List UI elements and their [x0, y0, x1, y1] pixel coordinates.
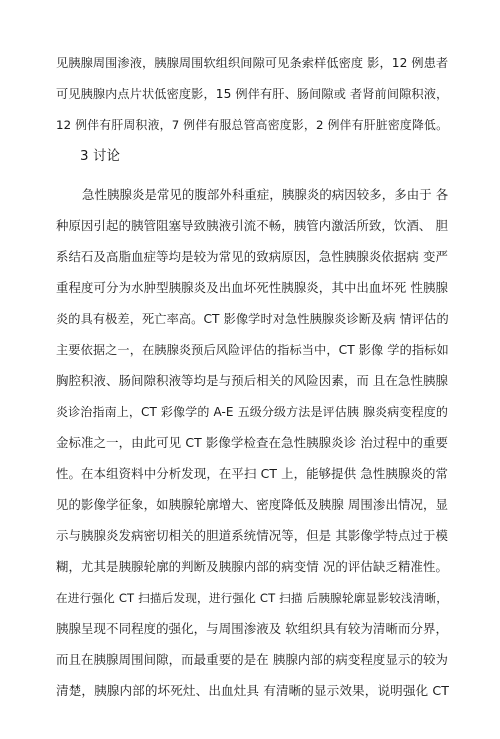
text-line: 金标准之一，由此可见 CT 影像学检查在急性胰腺炎诊 治过程中的重要	[56, 435, 448, 450]
text-line: 性。在本组资料中分析发现，在平扫 CT 上，能够提供 急性胰腺炎的常	[56, 466, 448, 481]
text-line: 而且在胰腺周围间隙，而最重要的是在 胰腺内部的病变程度显示的较为	[56, 652, 448, 667]
text-line: 清楚，胰腺内部的坏死灶、出血灶具 有清晰的显示效果，说明强化 CT	[56, 683, 450, 698]
text-line: 12 例伴有肝周积液，7 例伴有服总管高密度影，2 例伴有肝脏密度降低。	[56, 118, 448, 132]
text-line: 重程度可分为水肿型胰腺炎及出血坏死性胰腺炎，其中出血坏死 性胰腺	[56, 280, 448, 295]
text-line: 炎诊治指南上，CT 彩像学的 A-E 五级分级方法是评估胰 腺炎病变程度的	[56, 405, 448, 419]
text-line: 可见胰腺内点片状低密度影，15 例伴有肝、肠间隙或 者肾前间隙积液，	[56, 87, 449, 101]
text-line: 系结石及高脂血症等均是较为常见的致病原因，急性胰腺炎依据病 变严	[56, 249, 448, 264]
text-line: 见胰腺周围渗液，胰腺周围软组织间隙可见条索样低密度 影，12 例患者	[56, 56, 449, 70]
text-line: 种原因引起的胰管阻塞导致胰液引流不畅，胰管内激活所致，饮酒、 胆	[56, 218, 448, 233]
text-line: 见的影像学征象，如胰腺轮廓增大、密度降低及胰腺 周围渗出情况，显	[56, 497, 448, 512]
text-line: 在进行强化 CT 扫描后发现，进行强化 CT 扫描 后胰腺轮廓显影较浅清晰，	[56, 591, 448, 605]
text-line: 示与胰腺炎发病密切相关的胆道系统情况等，但是 其影像学特点过于模	[56, 528, 448, 543]
text-line: 急性胰腺炎是常见的腹部外科重症，胰腺炎的病因较多，多由于 各	[82, 187, 449, 202]
text-line: 糊，尤其是胰腺轮廓的判断及胰腺内部的病变情 况的评估缺乏精准性。	[56, 559, 448, 574]
text-line: 胸腔积液、肠间隙积液等均是与预后相关的风险因素，而 且在急性胰腺	[56, 373, 448, 388]
text-line: 胰腺呈现不同程度的强化，与周围渗液及 软组织具有较为清晰而分界，	[56, 621, 448, 636]
text-line: 炎的具有极差，死亡率高。CT 影像学时对急性胰腺炎诊断及病 情评估的	[56, 312, 449, 326]
text-line: 主要依据之一，在胰腺炎预后风险评估的指标当中，CT 影像 学的指标如	[56, 343, 449, 357]
section-heading: 3 讨论	[80, 149, 120, 164]
